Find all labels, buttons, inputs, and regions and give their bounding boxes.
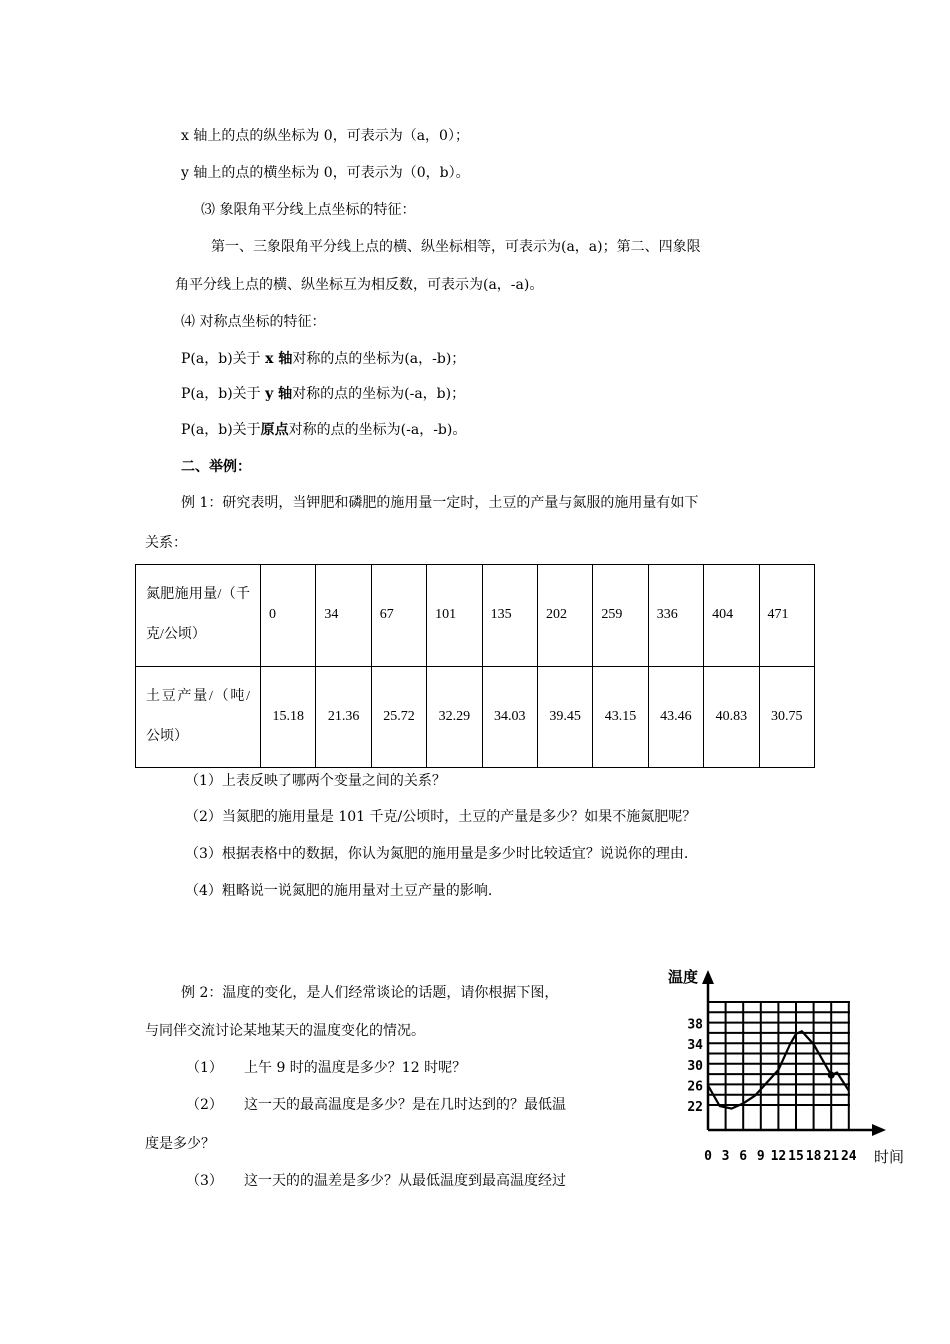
text-line: 角平分线上点的横、纵坐标互为相反数，可表示为(a，-a)。	[175, 277, 544, 293]
question-number: （3）	[186, 1173, 223, 1189]
yield-cell: 43.46	[648, 666, 703, 768]
x-tick-label: 6	[739, 1149, 748, 1164]
row-header-nitrogen: 氮肥施用量/（千克/公顷）	[136, 565, 261, 667]
text-run: P(a，b)关于	[181, 351, 266, 367]
nitrogen-cell: 259	[593, 565, 648, 667]
question: （2）当氮肥的施用量是 101 千克/公顷时，土豆的产量是多少？如果不施氮肥呢？	[185, 809, 697, 825]
x-tick-label: 24	[840, 1149, 857, 1164]
question-number: （2）	[186, 1097, 223, 1113]
text-line: 度是多少？	[145, 1136, 215, 1152]
nitrogen-cell: 0	[261, 565, 316, 667]
y-axis-label: 温度	[668, 968, 699, 986]
nitrogen-cell: 34	[316, 565, 371, 667]
nitrogen-cell: 67	[371, 565, 426, 667]
yield-cell: 32.29	[427, 666, 482, 768]
nitrogen-cell: 471	[759, 565, 814, 667]
text-line	[181, 421, 466, 439]
text-line: y 轴上的点的横坐标为 0，可表示为（0，b）。	[181, 165, 470, 181]
y-tick-label: 30	[687, 1058, 703, 1074]
table-row	[136, 666, 815, 768]
text-line: 与同伴交流讨论某地某天的温度变化的情况。	[145, 1023, 425, 1039]
yield-cell: 21.36	[316, 666, 371, 768]
y-tick-label: 38	[687, 1017, 703, 1033]
x-tick-label: 12	[770, 1149, 787, 1164]
text-run: 对称的点的坐标为(-a，b)；	[292, 386, 466, 402]
yield-cell: 43.15	[593, 666, 648, 768]
x-tick-label: 18	[805, 1149, 822, 1164]
x-tick-label: 0	[704, 1149, 712, 1164]
text-line: ⑶ 象限角平分线上点坐标的特征：	[201, 202, 416, 218]
nitrogen-cell: 404	[704, 565, 759, 667]
y-tick-label: 26	[687, 1079, 703, 1095]
yield-cell: 25.72	[371, 666, 426, 768]
question-number: （1）	[186, 1060, 223, 1076]
question: 这一天的最高温度是多少？是在几时达到的？最低温	[244, 1097, 566, 1113]
text-run: P(a，b)关于	[181, 422, 261, 438]
text-line: 第一、三象限角平分线上点的横、纵坐标相等，可表示为(a，a)；第二、四象限	[211, 239, 701, 255]
x-tick-label: 21	[823, 1149, 840, 1164]
yield-cell: 39.45	[537, 666, 592, 768]
nitrogen-cell: 336	[648, 565, 703, 667]
question: 上午 9 时的温度是多少？12 时呢？	[244, 1060, 467, 1076]
text-line	[181, 385, 465, 403]
x-tick-label: 3	[721, 1149, 730, 1164]
row-header-yield: 土豆产量/（吨/公顷）	[136, 666, 261, 768]
yield-cell: 15.18	[261, 666, 316, 768]
text-line: ⑷ 对称点坐标的特征：	[181, 314, 326, 330]
nitrogen-cell: 135	[482, 565, 537, 667]
yield-cell: 40.83	[704, 666, 759, 768]
y-axis-arrow-icon	[702, 970, 714, 984]
question: 这一天的的温差是多少？从最低温度到最高温度经过	[244, 1173, 566, 1189]
bold-term: 原点	[260, 422, 289, 438]
text-line: x 轴上的点的纵坐标为 0，可表示为（a，0）；	[181, 128, 469, 144]
temperature-chart	[660, 962, 920, 1174]
y-tick-label: 22	[687, 1100, 703, 1115]
question: （1）上表反映了哪两个变量之间的关系？	[185, 773, 446, 789]
x-axis-arrow-icon	[872, 1124, 886, 1136]
table-row	[136, 565, 815, 667]
text-line: 例 1：研究表明，当钾肥和磷肥的施用量一定时，土豆的产量与氮服的施用量有如下	[181, 495, 699, 511]
x-tick-label: 9	[756, 1149, 765, 1164]
text-run: 对称的点的坐标为(a，-b)；	[292, 351, 466, 367]
bold-term: x 轴	[265, 351, 293, 367]
nitrogen-cell: 101	[427, 565, 482, 667]
yield-cell: 30.75	[759, 666, 814, 768]
x-axis-label: 时间	[874, 1148, 905, 1166]
text-run: P(a，b)关于	[181, 386, 266, 402]
text-line: 关系：	[145, 535, 187, 551]
text-run: 对称的点的坐标为(-a，-b)。	[288, 422, 467, 438]
yield-cell: 34.03	[482, 666, 537, 768]
section-heading: 二、举例：	[181, 459, 251, 475]
question: （4）粗略说一说氮肥的施用量对土豆产量的影响.	[185, 883, 493, 899]
nitrogen-cell: 202	[537, 565, 592, 667]
question: （3）根据表格中的数据，你认为氮肥的施用量是多少时比较适宜？说说你的理由.	[185, 846, 689, 862]
bold-term: y 轴	[265, 386, 293, 402]
text-line	[181, 350, 465, 368]
y-tick-label: 34	[687, 1038, 703, 1054]
x-tick-label: 15	[788, 1149, 804, 1164]
nitrogen-yield-table	[135, 564, 815, 768]
data-point	[828, 1072, 835, 1079]
text-line: 例 2：温度的变化，是人们经常谈论的话题，请你根据下图，	[181, 985, 559, 1001]
